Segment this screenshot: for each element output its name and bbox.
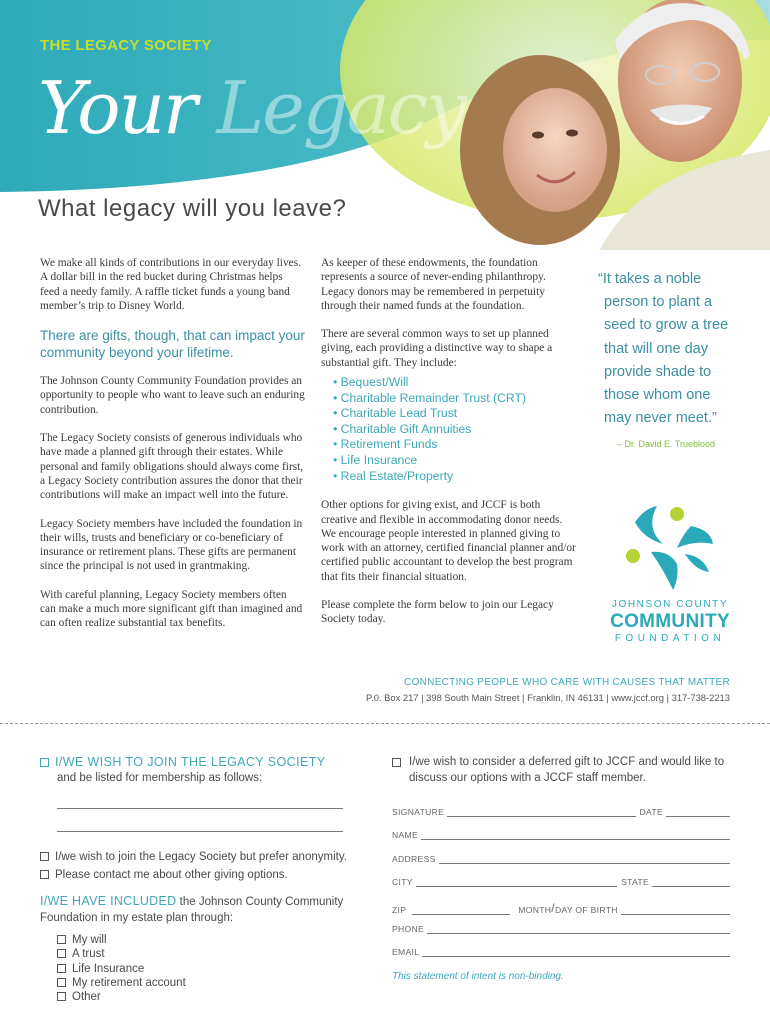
included-text: the Johnson County Community Foundation in my estate plan through: — [40, 896, 344, 924]
city-row — [392, 877, 730, 887]
plan-option-label: A trust — [72, 948, 105, 961]
phone-row — [392, 924, 730, 934]
plan-option-other[interactable] — [57, 990, 375, 1004]
city-field[interactable] — [416, 878, 617, 887]
intro-paragraph: We make all kinds of contributions in our everyday lives. A dollar bill in the red bucket during Christmas helps feed a needy family. A raffle ticket funds a young band member’s trip to Disney World. — [40, 257, 302, 312]
quote-author: – Dr. David E. Trueblood — [617, 439, 716, 449]
plan-option-retirement[interactable] — [57, 976, 375, 990]
foundation-logo-icon — [615, 500, 725, 592]
society-label: THE LEGACY SOCIETY — [40, 37, 212, 54]
anonymity-label: I/we wish to join the Legacy Society but prefer anonymity. — [55, 851, 347, 863]
membership-name-line[interactable] — [57, 831, 343, 832]
day-of-birth-label: DAY OF BIRTH — [554, 905, 618, 915]
membership-name-line[interactable] — [57, 808, 343, 809]
name-field[interactable] — [421, 831, 730, 840]
deferred-gift-checkbox[interactable] — [392, 758, 401, 767]
page-headline: What legacy will you leave? — [38, 195, 347, 222]
address-field[interactable] — [439, 855, 730, 864]
month-label: MONTH — [518, 905, 552, 915]
quote-line: provide shade to — [604, 363, 712, 380]
email-field[interactable] — [422, 948, 730, 957]
name-row — [392, 830, 730, 840]
checkbox[interactable] — [57, 949, 66, 958]
org-tagline: CONNECTING PEOPLE WHO CARE WITH CAUSES THAT MATTER — [404, 677, 730, 688]
column-one — [40, 256, 305, 645]
list-item: • Charitable Gift Annuities — [333, 421, 472, 436]
list-item: • Life Insurance — [333, 453, 418, 468]
paragraph: The Legacy Society consists of generous individuals who have made a planned gift through their estates. While personal and family obligations should always come first, a Legacy Society contribution assures the donor that their contributions will make an impact well into the future. — [40, 432, 304, 502]
join-subtext: and be listed for membership as follows: — [57, 772, 263, 784]
plan-option-insurance[interactable] — [57, 962, 375, 976]
list-item: • Charitable Remainder Trust (CRT) — [333, 390, 527, 405]
email-row — [392, 947, 730, 957]
paragraph: Other options for giving exist, and JCCF is both creative and flexible in accommodating donor needs. We encourage people interested in planned giving to work with an attorney, certified financial planner and/or certified public accountant to develop the best program that fits their financial situation. — [321, 499, 576, 583]
address-label: ADDRESS — [392, 854, 436, 864]
slash-separator: / — [551, 901, 555, 915]
paragraph: There are several common ways to set up planned giving, each providing a distinctive way to shape a substantial gift. They include: — [321, 328, 553, 369]
paragraph: With careful planning, Legacy Society members often can make a much more significant gift than imagined and can often realize substantial tax benefits. — [40, 588, 303, 630]
your-legacy-title — [38, 66, 465, 150]
paragraph: Legacy Society members have included the foundation in their wills, trusts and beneficiary or co-beneficiary of insurance or retirement plans. These gifts are permanent since the principal is not used in grantmaking. — [40, 517, 303, 573]
deferred-gift-label: I/we wish to consider a deferred gift to JCCF and would like to discuss our options with a JCCF staff member. — [409, 756, 725, 784]
giving-options-list — [333, 375, 576, 484]
contact-option[interactable] — [40, 867, 375, 884]
state-field[interactable] — [652, 878, 730, 887]
signature-field[interactable] — [447, 808, 635, 817]
org-name-line1: JOHNSON COUNTY — [611, 599, 729, 610]
org-name-line3: FOUNDATION — [614, 633, 726, 644]
checkbox[interactable] — [57, 964, 66, 973]
address-row — [392, 854, 730, 864]
plan-option-will[interactable] — [57, 933, 375, 947]
list-item: • Retirement Funds — [333, 437, 438, 452]
birth-date-field[interactable] — [621, 906, 730, 915]
contact-label: Please contact me about other giving options. — [55, 869, 288, 881]
org-address: P.0. Box 217 | 398 South Main Street | Franklin, IN 46131 | www.jccf.org | 317-738-2213 — [366, 692, 730, 703]
email-label: EMAIL — [392, 947, 420, 957]
list-item: • Real Estate/Property — [333, 468, 454, 483]
plan-option-label: Other — [72, 991, 101, 1004]
checkbox[interactable] — [57, 935, 66, 944]
quote-line: “It takes a noble — [598, 271, 702, 287]
anonymity-option[interactable] — [40, 849, 375, 866]
signature-label: SIGNATURE — [392, 807, 445, 817]
anonymity-checkbox[interactable] — [40, 852, 49, 861]
plan-option-label: My retirement account — [72, 976, 186, 989]
membership-form-right — [392, 755, 730, 982]
phone-label: PHONE — [392, 924, 425, 934]
join-heading: I/WE WISH TO JOIN THE LEGACY SOCIETY — [55, 755, 326, 769]
quote-line: person to plant a — [604, 294, 713, 311]
estate-plan-options — [40, 933, 375, 1004]
cut-line-divider — [0, 723, 770, 724]
lead-statement: There are gifts, though, that can impact your community beyond your lifetime. — [40, 328, 305, 361]
contact-checkbox[interactable] — [40, 870, 49, 879]
column-two — [321, 256, 576, 641]
plan-option-trust[interactable] — [57, 947, 375, 961]
name-label: NAME — [392, 830, 419, 840]
state-label: STATE — [621, 877, 649, 887]
quote-line: seed to grow a tree — [604, 317, 729, 334]
checkbox[interactable] — [57, 992, 66, 1001]
nonbinding-note: This statement of intent is non-binding. — [392, 971, 564, 982]
pull-quote — [598, 268, 748, 430]
zip-row — [392, 901, 730, 915]
phone-field[interactable] — [427, 925, 730, 934]
title-legacy: Legacy — [216, 66, 465, 150]
title-your: Your — [38, 66, 196, 150]
signature-row — [392, 807, 730, 817]
date-field[interactable] — [666, 808, 730, 817]
paragraph: Please complete the form below to join our Legacy Society today. — [321, 599, 554, 626]
plan-option-label: My will — [72, 934, 107, 946]
paragraph: The Johnson County Community Foundation provides an opportunity to people who want to leave such an enduring contribution. — [40, 375, 305, 416]
quote-line: that will one day — [604, 340, 708, 357]
date-label: DATE — [639, 807, 663, 817]
estate-plan-statement — [40, 893, 375, 926]
list-item: • Charitable Lead Trust — [333, 406, 458, 421]
included-heading: I/WE HAVE INCLUDED — [40, 894, 177, 908]
list-item: • Bequest/Will — [333, 375, 409, 390]
join-checkbox[interactable] — [40, 758, 49, 767]
city-label: CITY — [392, 877, 413, 887]
join-option — [40, 755, 375, 769]
deferred-gift-option[interactable] — [392, 755, 730, 786]
quote-line: may never meet.” — [604, 410, 717, 427]
membership-form-left — [40, 755, 375, 1004]
org-name-line2: COMMUNITY — [610, 611, 730, 632]
zip-field[interactable] — [412, 906, 510, 915]
quote-line: those whom one — [604, 387, 711, 404]
plan-option-label: Life Insurance — [72, 962, 145, 975]
checkbox[interactable] — [57, 978, 66, 987]
paragraph: As keeper of these endowments, the foundation represents a source of never-ending philanthropy. Legacy donors may be remembered in perpetuity through their named funds at the foundation. — [321, 257, 546, 312]
zip-label: ZIP — [392, 905, 407, 915]
